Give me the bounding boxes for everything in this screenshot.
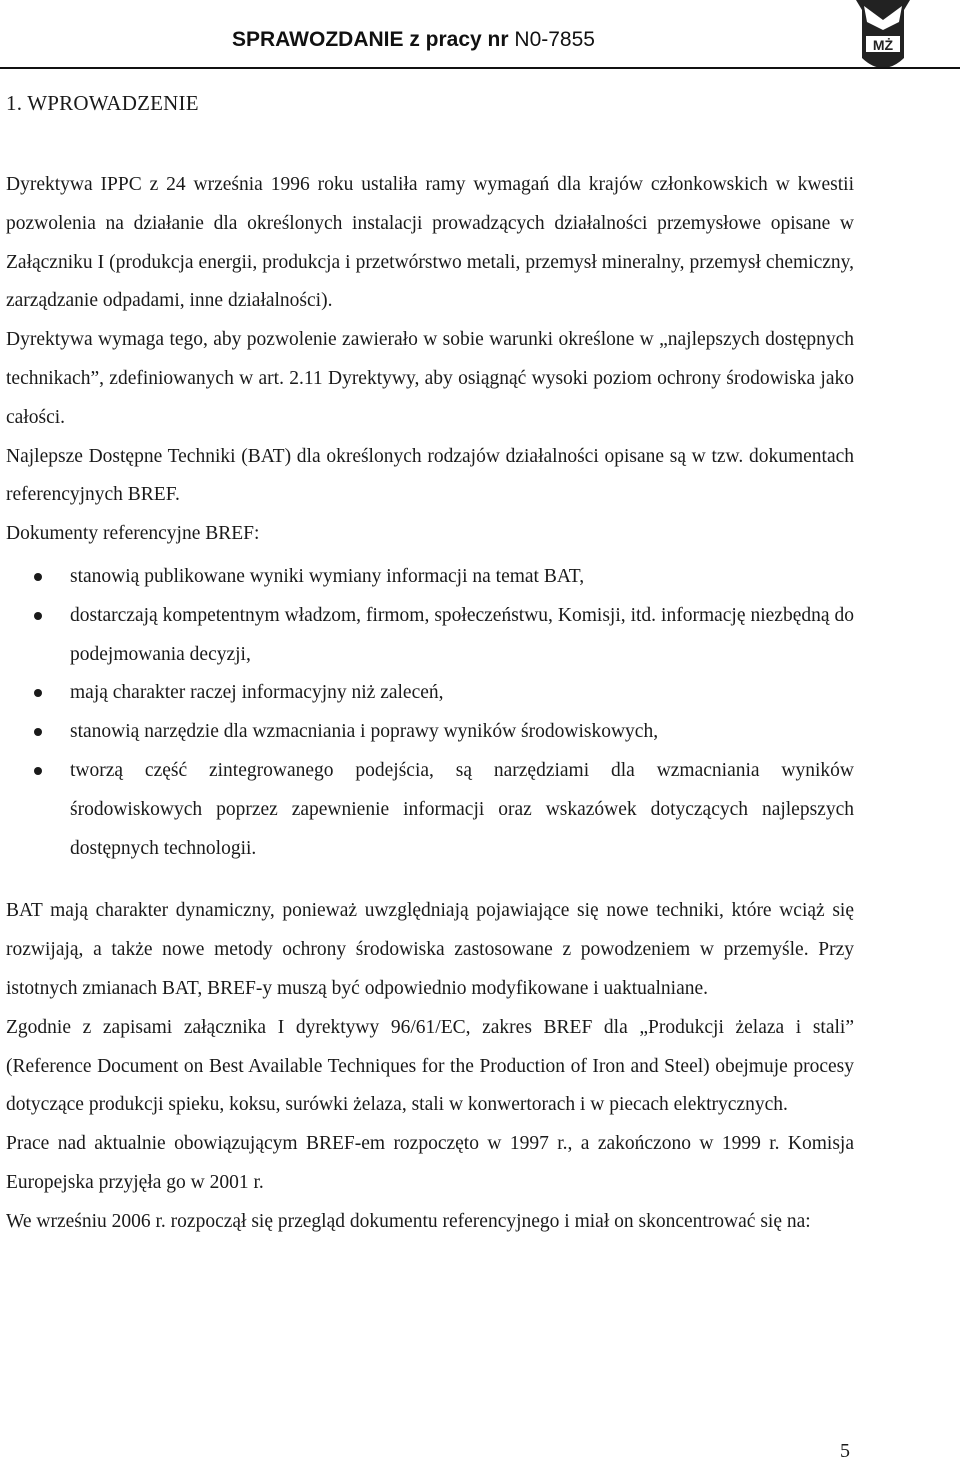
report-number: N0-7855: [514, 28, 595, 51]
paragraph-bat-dynamic: BAT mają charakter dynamiczny, ponieważ uwzględniają pojawiające się nowe techniki, które wciąż się rozwijają, a także nowe metody ochrony środowiska zastosowane z powodzeniem w przemyśle. Przy istotnych zmianach BAT, BREF-y muszą być odpowiednio modyfikowane i uaktualniane.: [6, 900, 854, 999]
report-header-title: [232, 28, 595, 52]
logo-text: MŻ: [872, 37, 894, 53]
header-divider: [0, 67, 960, 69]
paragraph-bref-intro: Dokumenty referencyjne BREF:: [6, 523, 260, 545]
report-title-text: SPRAWOZDANIE z pracy nr: [232, 28, 509, 51]
paragraph-permit-requirements: Dyrektywa wymaga tego, aby pozwolenie zawierało w sobie warunki określone w „najlepszych dostępnych technikach”, zdefiniowanych w art. 2.11 Dyrektywy, aby osiągnąć wysoki poziom ochrony środowiska jako całości.: [6, 329, 854, 428]
paragraph-ippc-directive: Dyrektywa IPPC z 24 września 1996 roku ustaliła ramy wymagań dla krajów członkowskich w kwestii pozwolenia na działanie dla określonych instalacji prowadzących działalności przemysłowe opisane w Załączniku I (produkcja energii, produkcja i przetwórstwo metali, przemysł mineralny, przemysł chemiczny, zarządzanie odpadami, inne działalności).: [6, 174, 854, 312]
paragraph-iron-steel-scope: Zgodnie z zapisami załącznika I dyrektywy 96/61/EC, zakres BREF dla „Produkcji żelaza i stali” (Reference Document on Best Available Techniques for the Production of Iron and Steel) obejmuje procesy dotyczące produkcji spieku, koksu, surówki żelaza, stali w konwertorach i w piecach elektrycznych.: [6, 1016, 854, 1116]
list-item: dostarczają kompetentnym władzom, firmom, społeczeństwu, Komisji, itd. informację niezbędną do podejmowania decyzji,: [6, 597, 854, 675]
document-body: [6, 166, 854, 1242]
bref-bullet-list: [6, 558, 854, 868]
list-item: tworzą część zintegrowanego podejścia, są narzędziami dla wzmacniania wyników środowiskowych poprzez zapewnienie informacji oraz wskazówek dotyczących najlepszych dostępnych technologii.: [6, 752, 854, 868]
section-heading: 1. WPROWADZENIE: [6, 91, 199, 115]
paragraph-bat-definition: Najlepsze Dostępne Techniki (BAT) dla określonych rodzajów działalności opisane są w tzw. dokumentach referencyjnych BREF.: [6, 445, 854, 506]
paragraph-bref-timeline: Prace nad aktualnie obowiązującym BREF-em rozpoczęto w 1997 r., a zakończono w 1999 r. Komisja Europejska przyjęła go w 2001 r.: [6, 1133, 854, 1193]
list-item: mają charakter raczej informacyjny niż zaleceń,: [6, 674, 854, 713]
list-item: stanowią narzędzie dla wzmacniania i poprawy wyników środowiskowych,: [6, 713, 854, 752]
institute-logo: [852, 0, 914, 72]
page-number: 5: [840, 1440, 850, 1462]
list-item: stanowią publikowane wyniki wymiany informacji na temat BAT,: [6, 558, 854, 597]
paragraph-review-start: We wrześniu 2006 r. rozpoczął się przegląd dokumentu referencyjnego i miał on skoncentrować się na:: [6, 1210, 811, 1232]
